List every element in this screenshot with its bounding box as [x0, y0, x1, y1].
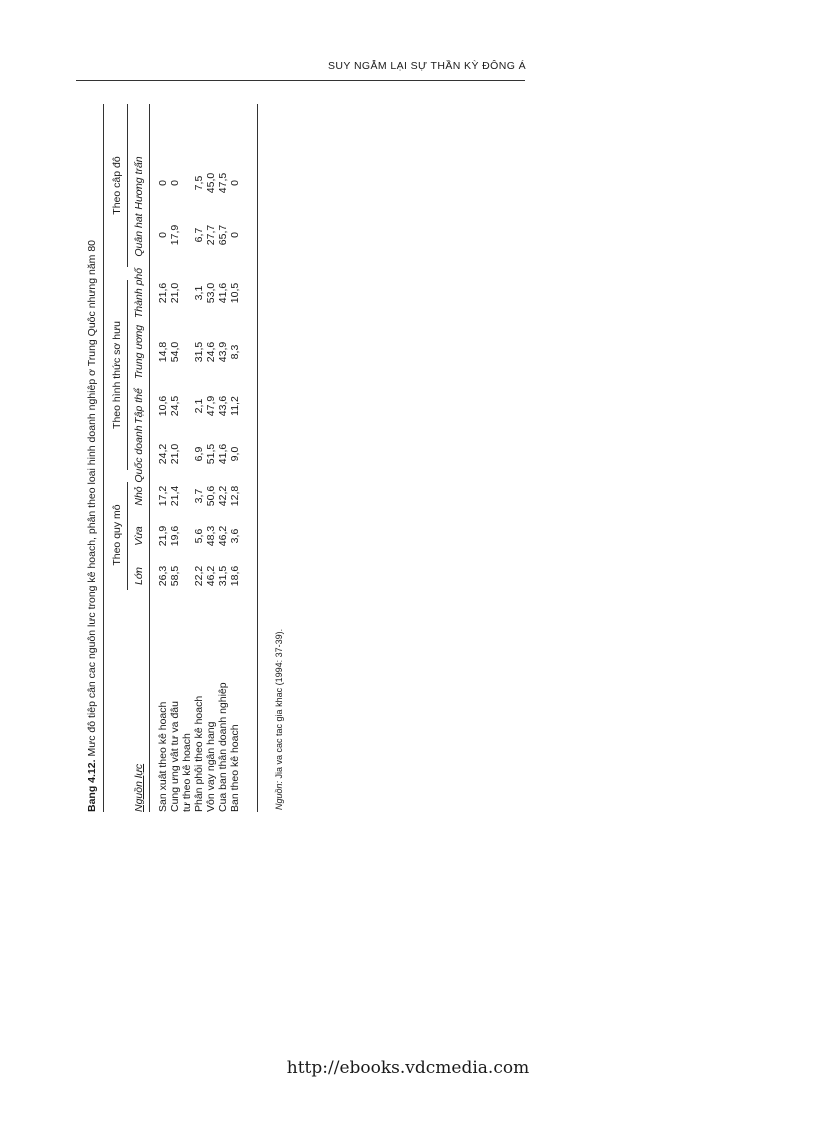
table-caption — [86, 240, 98, 812]
footer-url: http://ebooks.vdcmedia.com — [286, 1058, 530, 1078]
table-cell: 50,6 — [205, 485, 217, 507]
table-cell: 46,2 — [217, 525, 229, 547]
row-label: San xuât theo kê hoach — [157, 701, 169, 812]
table-cell: 3,7 — [193, 488, 205, 504]
table-cell: 21,4 — [169, 485, 181, 507]
table-cell: 21,6 — [157, 282, 169, 304]
table-cell: 54,0 — [169, 341, 181, 363]
running-header: SUY NGẪM LẠI SỰ THẦN KỲ ĐÔNG Á — [328, 60, 526, 72]
table-cell: 17,9 — [169, 224, 181, 246]
column-header: Hương trấn — [133, 156, 145, 210]
column-header: Thành phố — [133, 267, 145, 319]
table-cell: 14,8 — [157, 341, 169, 363]
table-cell: 8,3 — [229, 344, 241, 360]
group-header-ownership: Theo hình thức sơ hưu — [111, 321, 123, 429]
table-cell: 5,6 — [193, 528, 205, 544]
table-cell: 27,7 — [205, 224, 217, 246]
table-cell: 58,5 — [169, 565, 181, 587]
row-label: Cung ưng vât tư va đâu — [169, 701, 181, 812]
table-cell: 0 — [157, 232, 169, 238]
table-cell: 6,9 — [193, 446, 205, 462]
table-cell: 47,5 — [217, 172, 229, 194]
column-header: Nhỏ — [133, 486, 145, 506]
table-cell: 0 — [229, 180, 241, 186]
row-label: Phân phôi theo kê hoach — [193, 695, 205, 812]
row-label-continuation: tư theo kê hoach — [181, 733, 193, 812]
table-cell: 22,2 — [193, 565, 205, 587]
table-cell: 0 — [157, 180, 169, 186]
table-cell: 24,5 — [169, 395, 181, 417]
table-4-12 — [80, 104, 300, 812]
column-header: Tập thể — [133, 388, 145, 424]
table-cell: 41,6 — [217, 282, 229, 304]
group-rule-ownership — [127, 280, 128, 470]
table-cell: 9,0 — [229, 446, 241, 462]
table-cell: 65,7 — [217, 224, 229, 246]
table-cell: 48,3 — [205, 525, 217, 547]
column-header: Trung ương — [133, 324, 145, 380]
table-cell: 21,0 — [169, 443, 181, 465]
table-cell: 43,9 — [217, 341, 229, 363]
table-number: Bang 4.12. — [86, 759, 98, 812]
table-cell: 10,6 — [157, 395, 169, 417]
row-label: Ban theo kê hoach — [229, 724, 241, 812]
table-cell: 43,6 — [217, 395, 229, 417]
column-header: Quốc doanh — [133, 425, 145, 483]
table-cell: 3,6 — [229, 528, 241, 544]
source-label: Nguồn: — [274, 780, 284, 810]
column-header: Lớn — [133, 566, 145, 586]
table-cell: 2,1 — [193, 398, 205, 414]
table-cell: 51,5 — [205, 443, 217, 465]
table-cell: 26,3 — [157, 565, 169, 587]
table-cell: 21,0 — [169, 282, 181, 304]
table-cell: 0 — [229, 232, 241, 238]
table-cell: 6,7 — [193, 227, 205, 243]
group-header-level: Theo câp đô — [111, 156, 123, 215]
rotated-table-region — [80, 104, 300, 812]
table-cell: 47,9 — [205, 395, 217, 417]
table-cell: 45,0 — [205, 172, 217, 194]
row-header-label: Nguồn lực — [133, 763, 145, 812]
table-cell: 17,2 — [157, 485, 169, 507]
table-cell: 42,2 — [217, 485, 229, 507]
table-caption-text: Mưc đô tiêp cân cac nguôn lưc trong kê hoach, phân theo loai hinh doanh nghiêp ơ Trung Quôc nhưng năm 80 — [86, 239, 98, 757]
table-source-note — [273, 629, 285, 810]
group-rule-level — [127, 104, 128, 267]
group-header-scale: Theo quy mô — [111, 504, 123, 566]
source-text: Jia va cac tac gia khac (1994: 37-39). — [274, 628, 284, 781]
table-cell: 19,6 — [169, 525, 181, 547]
table-cell: 53,0 — [205, 282, 217, 304]
table-cell: 24,6 — [205, 341, 217, 363]
table-cell: 10,5 — [229, 282, 241, 304]
table-bottom-rule — [257, 104, 258, 812]
table-cell: 3,1 — [193, 285, 205, 301]
column-header: Vừa — [133, 526, 145, 546]
table-cell: 12,8 — [229, 485, 241, 507]
table-cell: 46,2 — [205, 565, 217, 587]
header-bottom-rule — [149, 104, 150, 812]
table-cell: 24,2 — [157, 443, 169, 465]
table-cell: 31,5 — [217, 565, 229, 587]
table-cell: 21,9 — [157, 525, 169, 547]
row-label: Cua ban thân doanh nghiêp — [217, 682, 229, 812]
header-rule — [76, 80, 525, 81]
table-cell: 41,6 — [217, 443, 229, 465]
group-rule-scale — [127, 482, 128, 590]
table-cell: 31,5 — [193, 341, 205, 363]
row-label: Vôn vay ngân hang — [205, 721, 217, 812]
table-cell: 0 — [169, 180, 181, 186]
table-cell: 18,6 — [229, 565, 241, 587]
table-cell: 11,2 — [229, 396, 241, 416]
column-header: Quân hat — [133, 213, 145, 257]
table-cell: 7,5 — [193, 175, 205, 191]
table-top-rule — [103, 104, 104, 812]
